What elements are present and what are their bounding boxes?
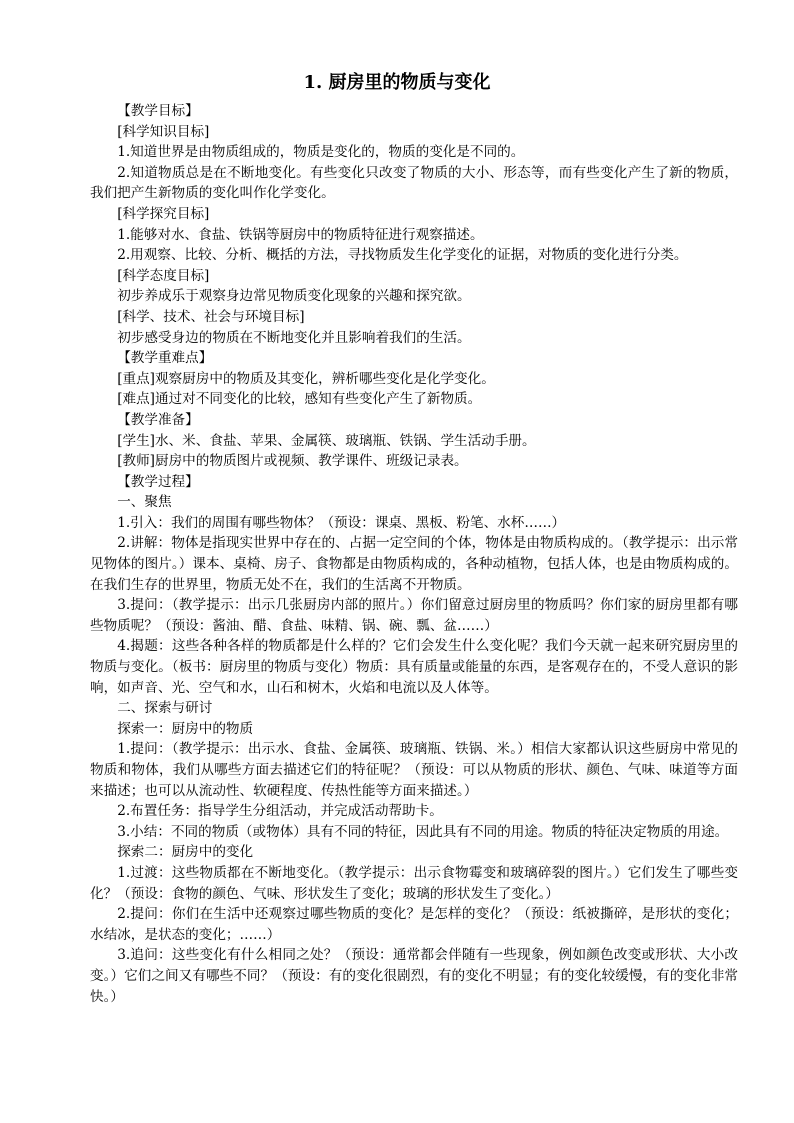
paragraph: 【教学准备】 bbox=[117, 411, 199, 428]
document-title: 1. 厨房里的物质与变化 bbox=[303, 72, 491, 93]
paragraph: 探索二：厨房中的变化 bbox=[117, 844, 254, 861]
paragraph: 【教学过程】 bbox=[117, 473, 199, 490]
paragraph: 1.能够对水、食盐、铁锅等厨房中的物质特征进行观察描述。 bbox=[117, 226, 484, 243]
paragraph: 2.讲解：物体是指现实世界中存在的、占据一定空间的个体，物体是由物质构成的。（教学提示：出示常见物体的图片。）课本、桌椅、房子、食物都是由物质构成的，各种动植物，包括人体，也是由物质构成的。在我们生存的世界里，物质无处不在，我们的生活离不开物质。 bbox=[90, 535, 738, 593]
paragraph: [教师]厨房中的物质图片或视频、教学课件、班级记录表。 bbox=[117, 453, 468, 470]
paragraph: 3.追问：这些变化有什么相同之处？（预设：通常都会伴随有一些现象，例如颜色改变或形状、大小改变。）它们之间又有哪些不同？（预设：有的变化很剧烈，有的变化不明显；有的变化较缓慢，有的变化非常快。） bbox=[90, 947, 738, 1005]
paragraph: 2.用观察、比较、分析、概括的方法，寻找物质发生化学变化的证据，对物质的变化进行分类。 bbox=[117, 247, 688, 264]
paragraph: 初步感受身边的物质在不断地变化并且影响着我们的生活。 bbox=[117, 329, 471, 346]
document-body bbox=[90, 101, 738, 1007]
paragraph: [重点]观察厨房中的物质及其变化，辨析哪些变化是化学变化。 bbox=[117, 370, 495, 387]
paragraph: 2.知道物质总是在不断地变化。有些变化只改变了物质的大小、形态等，而有些变化产生了新的物质，我们把产生新物质的变化叫作化学变化。 bbox=[90, 164, 738, 202]
paragraph: 1.知道世界是由物质组成的，物质是变化的，物质的变化是不同的。 bbox=[117, 144, 525, 161]
paragraph: [科学、技术、社会与环境目标] bbox=[117, 308, 305, 325]
paragraph: [科学探究目标] bbox=[117, 205, 210, 222]
paragraph: 【教学重难点】 bbox=[117, 350, 213, 367]
paragraph: 1.提问：（教学提示：出示水、食盐、金属筷、玻璃瓶、铁锅、米。）相信大家都认识这些厨房中常见的物质和物体，我们从哪些方面去描述它们的特征呢？（预设：可以从物质的形状、颜色、气味、味道等方面来描述；也可以从流动性、软硬程度、传热性能等方面来描述。） bbox=[90, 741, 738, 799]
paragraph: 二、探索与研讨 bbox=[117, 700, 213, 717]
paragraph: 3.小结：不同的物质（或物体）具有不同的特征，因此具有不同的用途。物质的特征决定物质的用途。 bbox=[117, 823, 729, 840]
paragraph: 1.引入：我们的周围有哪些物体？（预设：课桌、黑板、粉笔、水杯……） bbox=[117, 514, 566, 531]
paragraph: 2.布置任务：指导学生分组活动，并完成活动帮助卡。 bbox=[117, 803, 443, 820]
paragraph: [科学态度目标] bbox=[117, 267, 210, 284]
paragraph: 2.提问：你们在生活中还观察过哪些物质的变化？是怎样的变化？（预设：纸被撕碎，是形状的变化；水结冰，是状态的变化；……） bbox=[90, 906, 738, 943]
paragraph: 【教学目标】 bbox=[117, 103, 199, 119]
paragraph: 1.过渡：这些物质都在不断地变化。（教学提示：出示食物霉变和玻璃碎裂的图片。）它们发生了哪些变化？（预设：食物的颜色、气味、形状发生了变化；玻璃的形状发生了变化。） bbox=[90, 864, 738, 902]
paragraph: [学生]水、米、食盐、苹果、金属筷、玻璃瓶、铁锅、学生活动手册。 bbox=[117, 432, 536, 449]
paragraph: 探索一：厨房中的物质 bbox=[117, 720, 254, 737]
paragraph: 3.提问：（教学提示：出示几张厨房内部的照片。）你们留意过厨房里的物质吗？你们家的厨房里都有哪些物质呢？（预设：酱油、醋、食盐、味精、锅、碗、瓢、盆……） bbox=[90, 597, 738, 634]
paragraph: 初步养成乐于观察身边常见物质变化现象的兴趣和探究欲。 bbox=[117, 288, 471, 305]
paragraph: [难点]通过对不同变化的比较，感知有些变化产生了新物质。 bbox=[117, 391, 482, 408]
paragraph: [科学知识目标] bbox=[117, 123, 210, 140]
paragraph: 4.揭题：这些各种各样的物质都是什么样的？它们会发生什么变化呢？我们今天就一起来研究厨房里的物质与变化。（板书：厨房里的物质与变化）物质：具有质量或能量的东西，是客观存在的，不受人意识的影响，如声音、光、空气和水，山石和树木，火焰和电流以及人体等。 bbox=[90, 638, 738, 696]
paragraph: 一、聚焦 bbox=[117, 494, 172, 511]
